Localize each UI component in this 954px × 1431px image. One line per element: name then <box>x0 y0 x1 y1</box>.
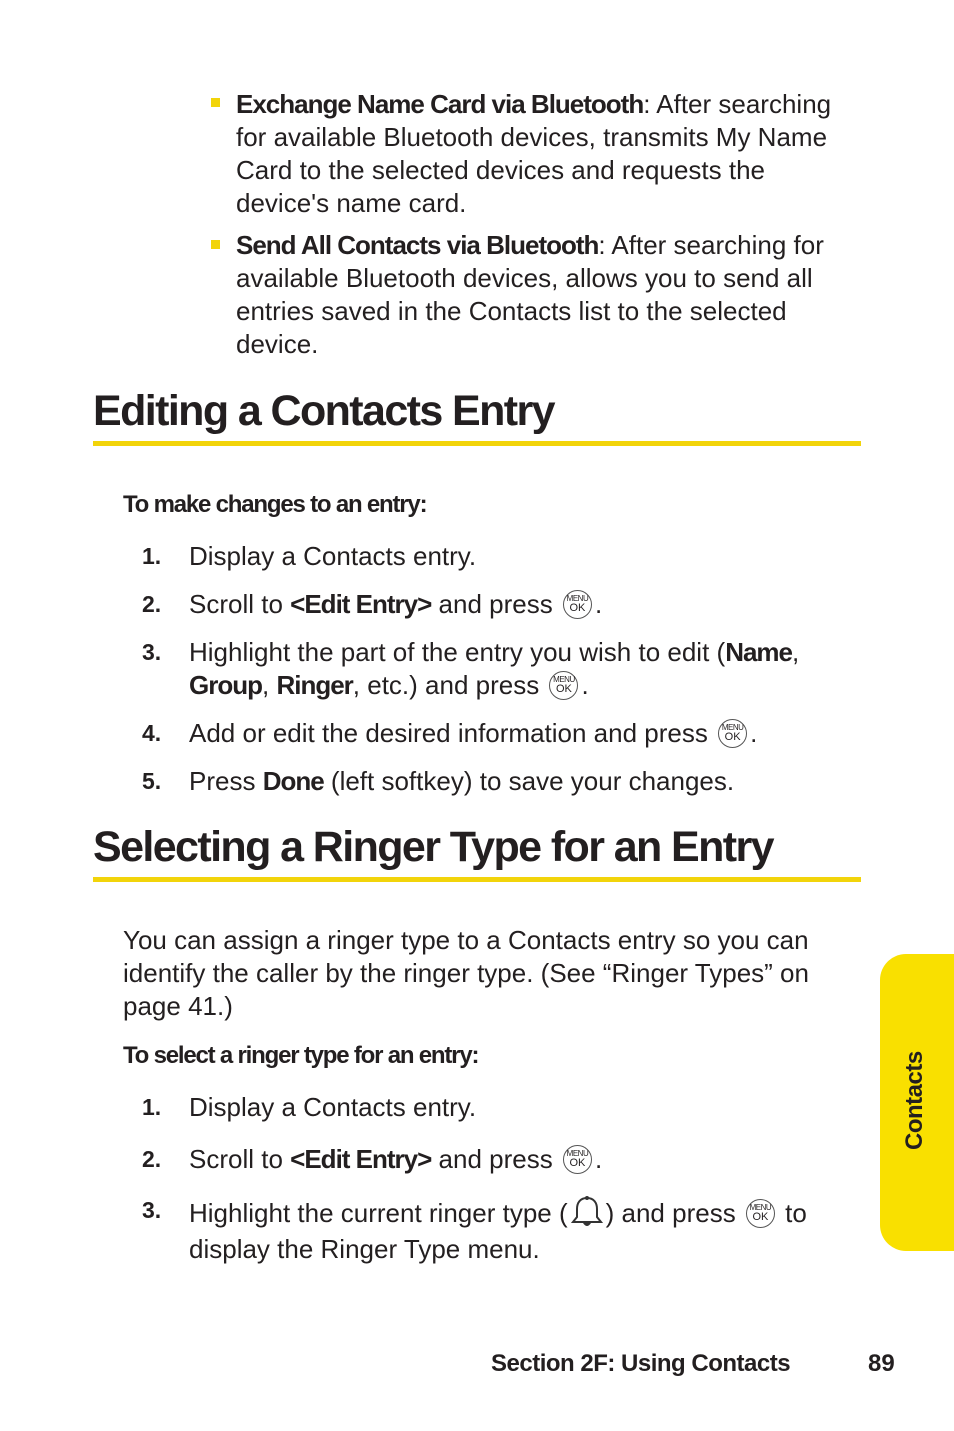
menu-ok-key-icon: MENU OK <box>563 590 592 619</box>
bullet-marker <box>211 98 220 107</box>
step-number: 2. <box>142 1146 162 1172</box>
step-number: 4. <box>142 720 162 746</box>
bell-icon <box>568 1194 606 1230</box>
editing-subhead: To make changes to an entry: <box>123 491 427 518</box>
ringer-step-2: Scroll to <Edit Entry> and press MENU OK . <box>189 1144 603 1174</box>
menu-ok-key-icon: MENU OK <box>718 719 747 748</box>
footer-section-title: Section 2F: Using Contacts <box>491 1350 791 1377</box>
bullet-marker <box>211 240 220 249</box>
bullet-send-all-contacts: Send All Contacts via Bluetooth: After searching for available Bluetooth devices, allows you to send all entries saved in the Contacts list to the selected device. <box>236 230 824 359</box>
page-number: 89 <box>868 1350 895 1377</box>
menu-ok-key-icon: MENU OK <box>746 1199 775 1228</box>
editing-step-5: Press Done (left softkey) to save your changes. <box>189 766 735 796</box>
heading-rule <box>93 877 861 882</box>
menu-ok-key-icon: MENU OK <box>549 671 578 700</box>
step-number: 1. <box>142 543 162 569</box>
editing-heading: Editing a Contacts Entry <box>93 387 554 435</box>
editing-step-3: Highlight the part of the entry you wish to edit (Name, Group, Ringer, etc.) and press MENU OK . <box>189 637 800 700</box>
editing-step-2: Scroll to <Edit Entry> and press MENU OK . <box>189 589 603 619</box>
ringer-subhead: To select a ringer type for an entry: <box>123 1042 479 1069</box>
step-number: 5. <box>142 768 162 794</box>
side-tab-label: Contacts <box>901 1051 928 1151</box>
bullet-exchange-name-card: Exchange Name Card via Bluetooth: After searching for available Bluetooth devices, transmits My Name Card to the selected devices and requests the device's name card. <box>236 89 832 218</box>
editing-step-1: Display a Contacts entry. <box>189 541 477 571</box>
step-number: 1. <box>142 1094 162 1120</box>
ringer-intro: You can assign a ringer type to a Contacts entry so you can identify the caller by the ringer type. (See “Ringer Types” on page 41.) <box>123 925 809 1021</box>
heading-rule <box>93 441 861 446</box>
step-number: 3. <box>142 639 162 665</box>
step-number: 2. <box>142 591 162 617</box>
editing-step-4: Add or edit the desired information and press MENU OK . <box>189 718 758 748</box>
ringer-step-3: Highlight the current ringer type ( ) and press MENU OK to display the Ringer Type menu. <box>189 1194 839 1267</box>
step-number: 3. <box>142 1197 162 1223</box>
ringer-step-1: Display a Contacts entry. <box>189 1092 477 1122</box>
menu-ok-key-icon: MENU OK <box>563 1145 592 1174</box>
ringer-heading: Selecting a Ringer Type for an Entry <box>93 823 773 871</box>
